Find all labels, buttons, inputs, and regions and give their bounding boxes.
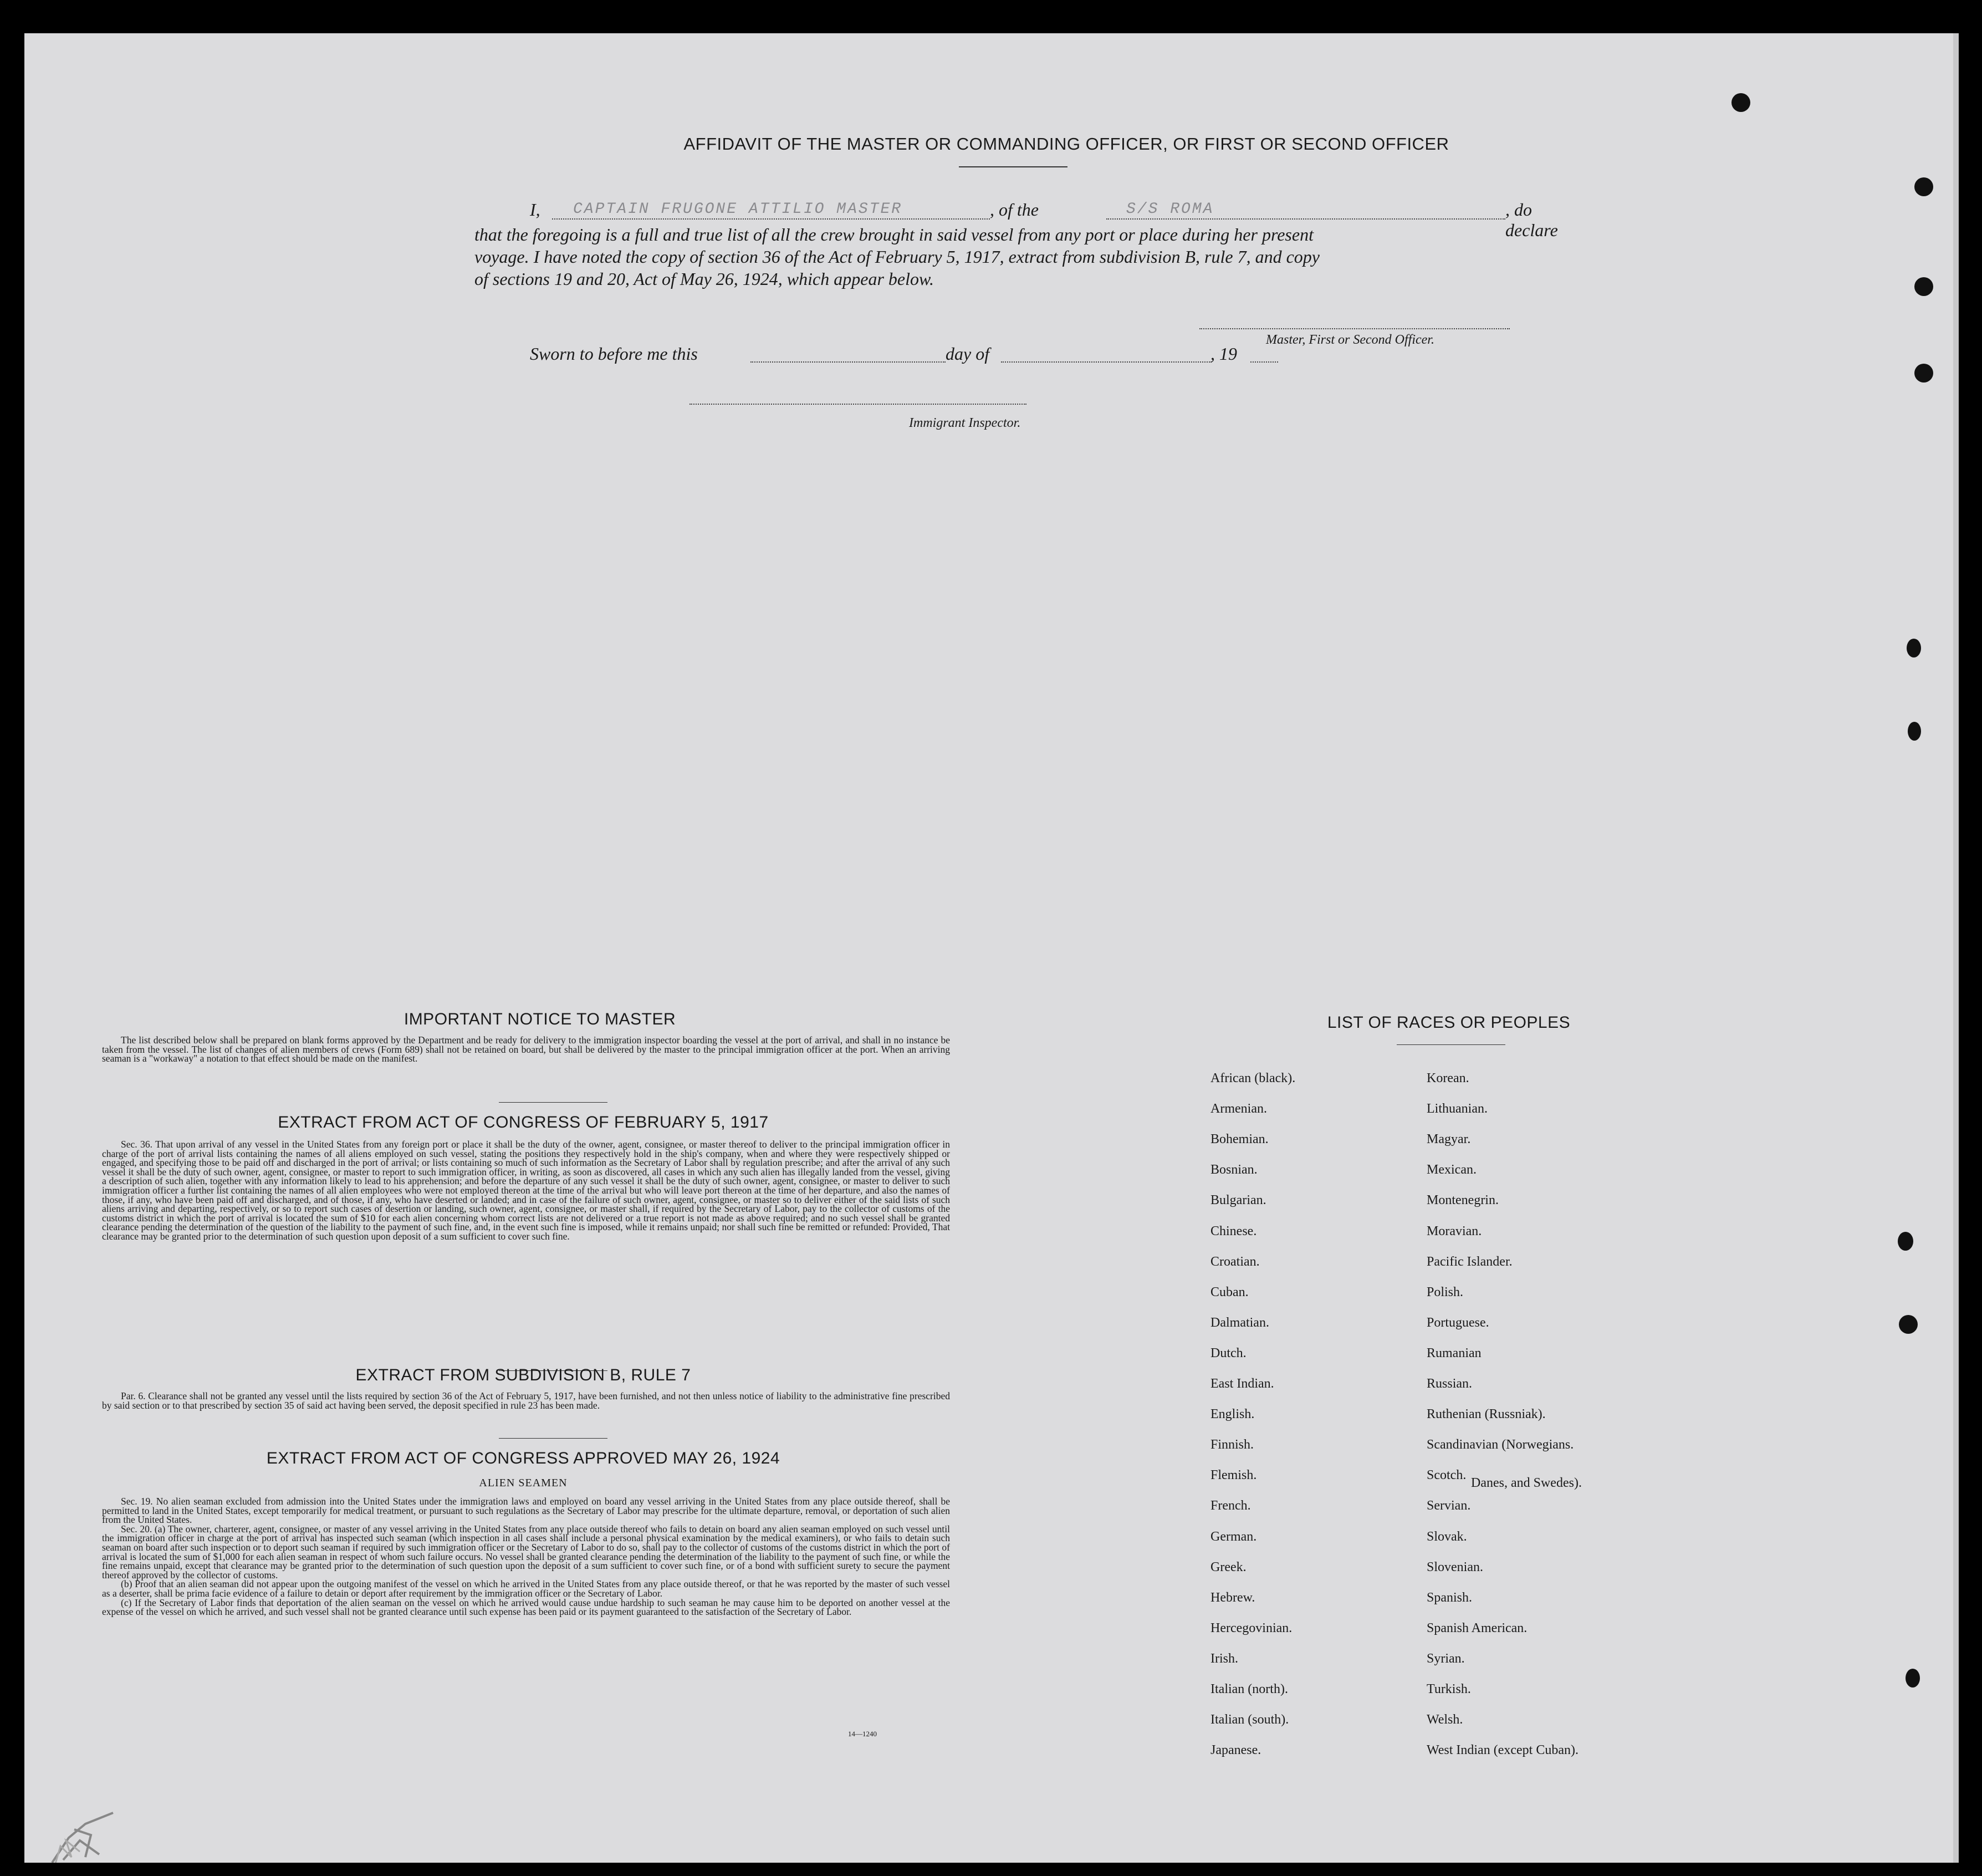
race-entry: West Indian (except Cuban).: [1427, 1743, 1579, 1758]
section-19-paragraph: Sec. 19. No alien seaman excluded from admission into the United States under the immigration laws and employed on board any vessel arriving in the United States from any place outside thereof, shall be permitted to land in the United States, except temporarily for medical treatment, or pursuant to such regulations as the Secretary of Labor may prescribe for the ultimate departure, removal, or deportation of such alien from the United States.: [102, 1496, 950, 1526]
binder-hole: [1914, 364, 1933, 383]
typed-vessel-name: S/S ROMA: [1126, 201, 1214, 218]
form-number: 14—1240: [848, 1730, 877, 1738]
race-entry: Turkish.: [1427, 1682, 1471, 1696]
binder-hole: [1731, 93, 1750, 112]
year-label: , 19: [1210, 344, 1237, 364]
section-divider: [499, 1438, 607, 1439]
declaration-line-4: of sections 19 and 20, Act of May 26, 1924, which appear below.: [474, 269, 934, 289]
extract-1917-title: EXTRACT FROM ACT OF CONGRESS OF FEBRUARY 5, 1917: [278, 1113, 769, 1131]
affidavit-title: AFFIDAVIT OF THE MASTER OR COMMANDING OFFICER, OR FIRST OR SECOND OFFICER: [683, 134, 1449, 154]
day-of-label: day of: [946, 344, 990, 364]
race-entry: East Indian.: [1210, 1377, 1274, 1391]
of-the-label: , of the: [990, 200, 1039, 220]
section-20b-paragraph: (b) Proof that an alien seaman did not appear upon the outgoing manifest of the vessel on which he arrived in the United States from any place outside thereof, or that he was reported by the master of such vessel as a deserter, shall be prima facie evidence of a failure to detain or deport after requirement by the immigration officer or the Secretary of Labor.: [102, 1578, 950, 1599]
race-entry: Armenian.: [1210, 1102, 1267, 1117]
race-entry: English.: [1210, 1407, 1255, 1422]
year-fill-line: [1250, 361, 1278, 363]
race-entry: Dutch.: [1210, 1345, 1247, 1360]
race-entry: German.: [1210, 1529, 1257, 1544]
declaration-line-3: voyage. I have noted the copy of section 36 of the Act of February 5, 1917, extract from subdivision B, rule 7, and copy: [474, 247, 1320, 267]
inspector-signature-line: [689, 404, 1026, 405]
binder-hole: [1914, 277, 1933, 296]
extract-1924-title: EXTRACT FROM ACT OF CONGRESS APPROVED MAY 26, 1924: [266, 1449, 780, 1467]
race-entry: Italian (south).: [1210, 1712, 1289, 1727]
rule-7-title: EXTRACT FROM SUBDIVISION B, RULE 7: [355, 1366, 691, 1384]
sworn-line: [530, 344, 1306, 366]
alien-seamen-subtitle: ALIEN SEAMEN: [479, 1477, 568, 1489]
pencil-mark: [47, 1807, 130, 1863]
race-entry: French.: [1210, 1498, 1251, 1513]
races-divider: [1397, 1044, 1505, 1045]
binder-hole: [1914, 177, 1933, 196]
typed-master-name: CAPTAIN FRUGONE ATTILIO MASTER: [573, 201, 903, 218]
extract-1917-text: [102, 1140, 950, 1241]
race-entry: Hebrew.: [1210, 1590, 1255, 1605]
race-entry: Finnish.: [1210, 1437, 1254, 1452]
race-entry: Syrian.: [1427, 1651, 1465, 1666]
race-entry: Italian (north).: [1210, 1682, 1288, 1696]
race-entry: Pacific Islander.: [1427, 1254, 1513, 1269]
sworn-label: Sworn to before me this: [530, 344, 698, 364]
declaration-line-2: that the foregoing is a full and true list of all the crew brought in said vessel from any port or place during her present: [474, 225, 1314, 244]
race-entry: Spanish.: [1427, 1590, 1473, 1605]
binder-hole: [1906, 1669, 1920, 1688]
race-entry: Bulgarian.: [1210, 1193, 1266, 1208]
document-sheet: [24, 33, 1959, 1863]
section-divider: [499, 1102, 607, 1103]
sworn-day-fill-line: [750, 361, 946, 363]
race-entry: Polish.: [1427, 1284, 1464, 1299]
race-entry: Montenegrin.: [1427, 1193, 1499, 1208]
race-entry: Hercegovinian.: [1210, 1620, 1293, 1635]
extract-1924-text: [102, 1497, 950, 1617]
signature-label: Master, First or Second Officer.: [1266, 333, 1434, 347]
race-entry: Irish.: [1210, 1651, 1238, 1666]
race-entry: Spanish American.: [1427, 1620, 1528, 1635]
race-entry: Croatian.: [1210, 1254, 1260, 1269]
race-continuation: Danes, and Swedes).: [1471, 1476, 1582, 1490]
notice-title: IMPORTANT NOTICE TO MASTER: [403, 1010, 676, 1028]
race-entry: Scotch.: [1427, 1468, 1467, 1483]
section-20a-paragraph: Sec. 20. (a) The owner, charterer, agent, consignee, or master of any vessel arriving in the United States from any place outside thereof who fails to detain on board any alien seaman employed on such vessel until the immigration officer in charge at the port of arrival has inspected such seaman (which inspection in all cases shall include a personal physical examination by the medical examiners), or who fails to detain such seaman on board after such inspection or to deport such seaman if required by such immigration officer or the Secretary of Labor to do so, shall pay to the collector of customs of the customs district in which the port of arrival is located the sum of $1,000 for each alien seaman in respect of whom such failure occurs. No vessel shall be granted clearance pending the determination of the liability to the payment of such fine, or while the fine remains unpaid, except that clearance may be granted prior to the determination of such question upon the deposit of a sum sufficient to cover such fine, or of a bond with sufficient surety to secure the payment thereof approved by the collector of customs.: [102, 1523, 950, 1581]
binder-hole: [1907, 639, 1921, 657]
race-entry: Rumanian: [1427, 1345, 1482, 1360]
paragraph-6: Par. 6. Clearance shall not be granted any vessel until the lists required by section 36 of the Act of February 5, 1917, have been furnished, and not then unless notice of liability to the administrative fine prescribed by said section or to that prescribed by section 35 of said act having been served, the deposit specified in rule 23 has been made.: [102, 1390, 950, 1411]
i-label: I,: [530, 200, 540, 220]
race-entry: Japanese.: [1210, 1743, 1261, 1758]
do-declare-label: , do declare: [1505, 200, 1558, 240]
race-entry: Chinese.: [1210, 1224, 1257, 1238]
inspector-label: Immigrant Inspector.: [909, 416, 1021, 430]
race-entry: Servian.: [1427, 1498, 1471, 1513]
race-entry: Flemish.: [1210, 1468, 1257, 1483]
race-entry: Bosnian.: [1210, 1163, 1258, 1177]
races-title: LIST OF RACES OR PEOPLES: [1327, 1013, 1571, 1032]
section-36-paragraph: Sec. 36. That upon arrival of any vessel in the United States from any foreign port or place it shall be the duty of the owner, agent, consignee, or master thereof to deliver to the principal immigration officer in charge of the port of arrival lists containing the names of all aliens employed on such vessel, stating the positions they respectively hold in the ship's company, when and where they were respectively shipped or engaged, and specifying those to be paid off and discharged in the port of arrival; or lists containing so much of such information as the Secretary of Labor shall by regulation prescribe; and after the arrival of any such vessel it shall be the duty of such owner, agent, consignee, or master to report to such immigration officer, in writing, as soon as discovered, all cases in which any such alien has illegally landed from the vessel, giving a description of such alien, together with any information likely to lead to his apprehension; and before the departure of any such vessel it shall be the duty of such owner, agent, consignee, or master to deliver to such immigration officer a further list containing the names of all alien employees who were not employed thereon at the time of the arrival but who will leave port thereon at the time of her departure, and also the names of those, if any, who have been paid off and discharged, and of those, if any, who have deserted or landed; and in case of the failure of such owner, agent, consignee, or master so to deliver either of the said lists of such aliens arriving and departing, respectively, or so to report such cases of desertion or landing, such owner, agent, consignee, or master shall, if required by the Secretary of Labor, pay to the collector of customs of the customs district in which the port of arrival is located the sum of $10 for each alien concerning whom correct lists are not delivered or a true report is not made as above required; and no such vessel shall be granted clearance pending the determination of the question of the liability to the payment of such fine, and, in the event such fine is imposed, while it remains unpaid; nor shall such fine be remitted or refunded: Provided, That clearance may be granted prior to the determination of such question upon deposit of a sum sufficient to cover such fine.: [102, 1139, 950, 1242]
race-entry: Portuguese.: [1427, 1315, 1489, 1330]
race-entry: Mexican.: [1427, 1163, 1477, 1177]
title-divider: [959, 166, 1067, 167]
race-entry: Lithuanian.: [1427, 1102, 1488, 1117]
binder-hole: [1908, 722, 1921, 741]
binder-hole: [1899, 1315, 1918, 1334]
race-entry: Slovak.: [1427, 1529, 1467, 1544]
rule-7-text: [102, 1391, 950, 1410]
race-entry: Greek.: [1210, 1559, 1247, 1574]
binder-hole: [1898, 1232, 1913, 1251]
race-entry: Scandinavian (Norwegians.: [1427, 1437, 1574, 1452]
notice-text: [102, 1036, 950, 1063]
page-edge: [1953, 33, 1959, 1863]
race-entry: Ruthenian (Russniak).: [1427, 1407, 1546, 1422]
race-entry: Welsh.: [1427, 1712, 1463, 1727]
name-fill-line: [552, 218, 990, 220]
race-entry: Dalmatian.: [1210, 1315, 1269, 1330]
race-entry: Moravian.: [1427, 1224, 1482, 1238]
race-entry: Bohemian.: [1210, 1132, 1269, 1147]
race-entry: Magyar.: [1427, 1132, 1471, 1147]
race-entry: Russian.: [1427, 1377, 1473, 1391]
notice-paragraph: The list described below shall be prepared on blank forms approved by the Department and be ready for delivery to the immigration inspector boarding the vessel at the port of arrival, and shall in no instance be taken from the vessel. The list of changes of alien members of crews (Form 689) shall not be retained on board, but shall be delivered by the master to the principal immigration officer at the port. When an arriving seaman is a "workaway" a notation to that effect should be made on the manifest.: [102, 1034, 950, 1064]
signature-line: [1199, 328, 1510, 329]
race-entry: Korean.: [1427, 1071, 1469, 1085]
section-20c-paragraph: (c) If the Secretary of Labor finds that deportation of the alien seaman on the vessel on which he arrived would cause undue hardship to such seaman he may cause him to be deported on another vessel at the expense of the vessel on which he arrived, and such vessel shall not be granted clearance until such expense has been paid or its payment guaranteed to the satisfaction of the Secretary of Labor.: [102, 1597, 950, 1618]
race-entry: Cuban.: [1210, 1284, 1249, 1299]
race-entry: African (black).: [1210, 1071, 1296, 1085]
race-entry: Slovenian.: [1427, 1559, 1483, 1574]
month-fill-line: [1001, 361, 1212, 363]
vessel-fill-line: [1106, 218, 1505, 220]
